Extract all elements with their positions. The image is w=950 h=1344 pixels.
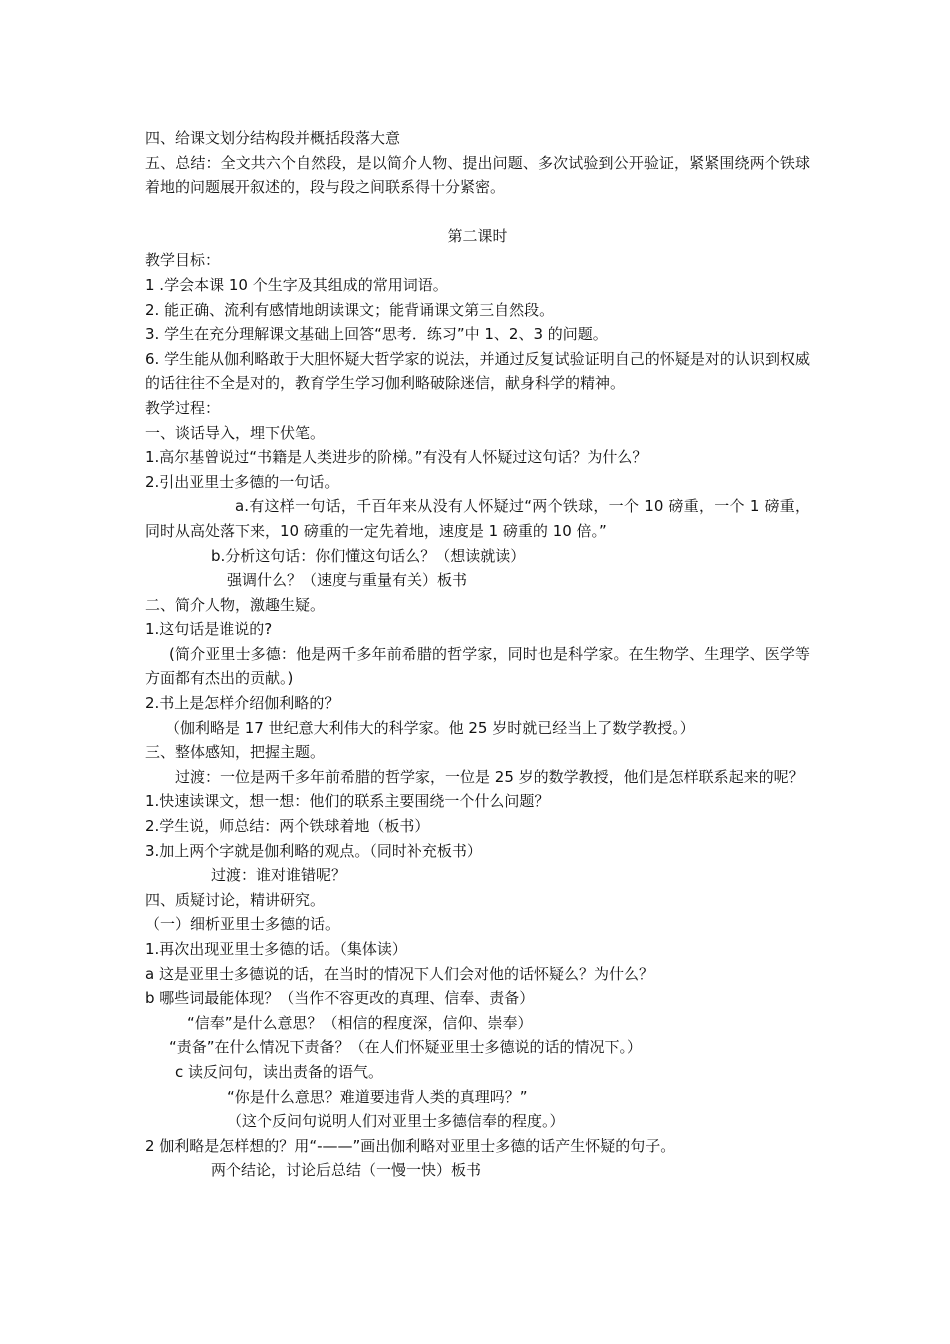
step-item: 1.再次出现亚里士多德的话。（集体读） [145,940,407,958]
step-note: （伽利略是 17 世纪意大利伟大的科学家。他 25 岁时就已经当上了数学教授。） [165,718,695,737]
goal-item: 1 .学会本课 10 个生字及其组成的常用词语。 [145,275,448,294]
step-sub-item: b 哪些词最能体现？（当作不容更改的真理、信奉、责备） [145,989,535,1008]
step-item: 2.引出亚里士多德的一句话。 [145,472,340,491]
goal-item: 6. 学生能从伽利略敢于大胆怀疑大哲学家的说法，并通过反复试验证明自己的怀疑是对的认识到权威的话往往不全是对的，教育学生学习伽利略破除迷信，献身科学的精神。 [145,349,810,393]
step-item: 2 伽利略是怎样想的？用“-——”画出伽利略对亚里士多德的话产生怀疑的句子。 [145,1136,676,1155]
step-item: 2.学生说，师总结：两个铁球着地（板书） [145,817,430,836]
goal-item: 3. 学生在充分理解课文基础上回答“思考．练习”中 1、2、3 的问题。 [145,325,608,344]
section-heading: 二、简介人物，激趣生疑。 [145,595,326,614]
document-body [145,126,810,1183]
step-sub-item: a.有这样一句话，千百年来从没有人怀疑过“两个铁球，一个 10 磅重，一个 1 磅重，同时从高处落下来，10 磅重的一定先着地，速度是 1 磅重的 10 倍。” [145,497,810,540]
step-note: （这个反问句说明人们对亚里士多德信奉的程度。） [227,1112,565,1131]
step-sub-item: a 这是亚里士多德说的话，在当时的情况下人们会对他的话怀疑么？为什么？ [145,964,654,983]
section-four-heading: 四、给课文划分结构段并概括段落大意 [145,129,401,147]
step-item: 1.这句话是谁说的? [145,620,273,639]
section-heading: 一、谈话导入，埋下伏笔。 [145,423,326,442]
step-item: 2.书上是怎样介绍伽利略的？ [145,694,340,713]
transition-text: 过渡：一位是两千多年前希腊的哲学家，一位是 25 岁的数学教授，他们是怎样联系起来的呢？ [175,767,804,786]
section-five-summary: 五、总结：全文共六个自然段，是以简介人物、提出问题、多次试验到公开验证，紧紧围绕两个铁球着地的问题展开叙述的，段与段之间联系得十分紧密。 [145,153,810,197]
section-heading: 四、质疑讨论，精讲研究。 [145,890,326,909]
step-sub-item: c 读反问句，读出责备的语气。 [175,1062,384,1081]
section-heading: 三、整体感知，把握主题。 [145,743,326,762]
spacer [145,200,810,224]
step-note: 两个结论，讨论后总结（一慢一快）板书 [211,1161,482,1180]
subsection-heading: （一）细析亚里士多德的话。 [145,915,341,934]
step-note: 强调什么？（速度与重量有关）板书 [227,571,468,590]
step-item: 1.快速读课文，想一想：他们的联系主要围绕一个什么问题？ [145,792,550,811]
step-note: “信奉”是什么意思？（相信的程度深，信仰、崇奉） [187,1013,533,1032]
goal-item: 2. 能正确、流利有感情地朗读课文；能背诵课文第三自然段。 [145,300,555,319]
goals-heading: 教学目标： [145,251,221,270]
step-item: 1.高尔基曾说过“书籍是人类进步的阶梯。”有没有人怀疑过这句话？为什么？ [145,448,648,467]
step-note: “责备”在什么情况下责备？（在人们怀疑亚里士多德说的话的情况下。） [169,1038,643,1057]
step-sub-item: b.分析这句话：你们懂这句话么？（想读就读） [211,546,526,565]
step-note: (简介亚里士多德：他是两千多年前希腊的哲学家，同时也是科学家。在生物学、生理学、医学等方面都有杰出的贡献。) [145,644,810,688]
transition-text: 过渡：谁对谁错呢？ [211,866,347,885]
step-item: 3.加上两个字就是伽利略的观点。（同时补充板书） [145,841,482,860]
process-heading: 教学过程： [145,398,221,417]
quote-text: “你是什么意思？难道要违背人类的真理吗？” [227,1087,528,1106]
lesson-title: 第二课时 [447,226,508,245]
